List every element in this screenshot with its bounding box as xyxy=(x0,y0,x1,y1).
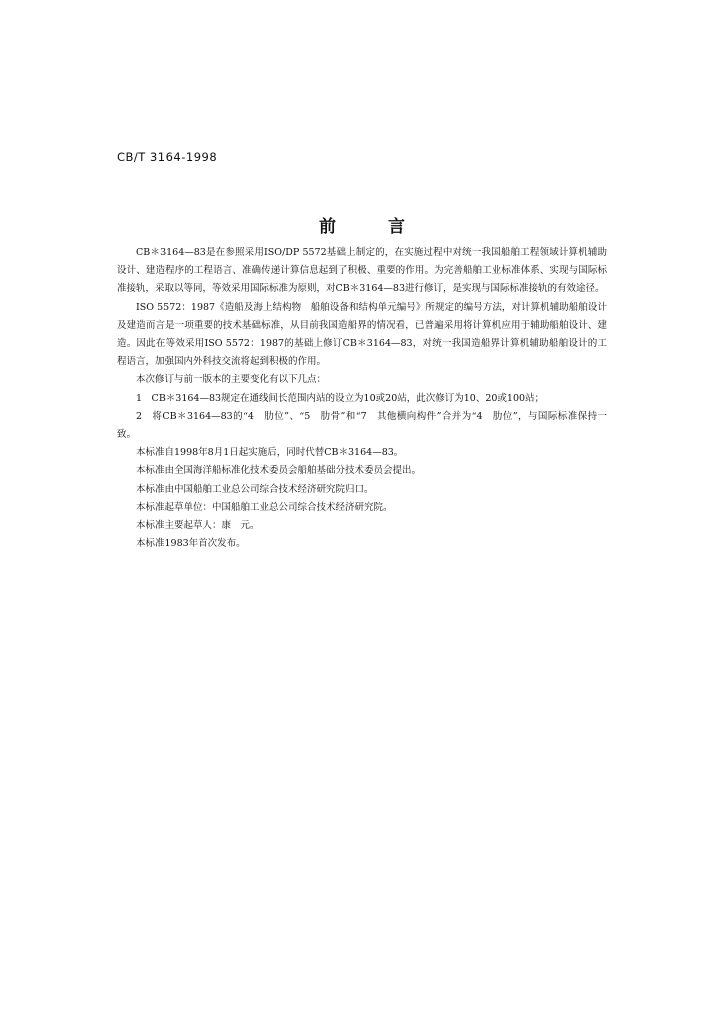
paragraph-intro: CB＊3164—83是在参照采用ISO/DP 5572基础上制定的，在实施过程中对统一我国船舶工程领域计算机辅助设计、建造程序的工程语言、准确传递计算信息起到了积极、重要的作用。为完善船舶工业标准体系、实现与国际标准接轨，采取以等同，等效采用国际标准为原则，对CB＊3164—83进行修订，是实现与国际标准接轨的有效途径。 xyxy=(117,247,607,295)
foreword-body xyxy=(117,244,607,553)
paragraph-first-published: 本标准1983年首次发布。 xyxy=(136,538,246,550)
paragraph-changes-lead: 本次修订与前一版本的主要变化有以下几点： xyxy=(136,374,327,386)
paragraph-iso-reference: ISO 5572：1987《造船及海上结构物 船舶设备和结构单元编号》所规定的编号方法，对计算机辅助船舶设计及建造而言是一项重要的技术基础标准，从目前我国造船界的情况看，已普遍采用将计算机应用于辅助船舶设计、建造。因此在等效采用ISO 5572：1987的基础上修订CB＊3164—83，对统一我国造船界计算机辅助船舶设计的工程语言，加强国内外科技交流将起到积极的作用。 xyxy=(117,301,607,368)
paragraph-effective-date: 本标准自1998年8月1日起实施后，同时代替CB＊3164—83。 xyxy=(136,447,404,459)
section-title: 前言 xyxy=(319,217,457,237)
paragraph-administrator: 本标准由中国船舶工业总公司综合技术经济研究院归口。 xyxy=(136,483,374,495)
paragraph-change-2: 2 将CB＊3164—83的“4 肋位”、“5 肋骨”和“7 其他横向构件”合并为“4 肋位”，与国际标准保持一致。 xyxy=(117,410,607,441)
paragraph-drafting-unit: 本标准起草单位：中国船舶工业总公司综合技术经济研究院。 xyxy=(136,501,393,513)
paragraph-drafter: 本标准主要起草人：康 元。 xyxy=(136,520,260,532)
paragraph-change-1: 1 CB＊3164—83规定在通线间长范围内站的设立为10或20站，此次修订为10、20或100站； xyxy=(136,392,545,404)
standard-code-header: CB/T 3164-1998 xyxy=(117,150,218,164)
paragraph-proposer: 本标准由全国海洋船标准化技术委员会船舶基础分技术委员会提出。 xyxy=(136,465,422,477)
